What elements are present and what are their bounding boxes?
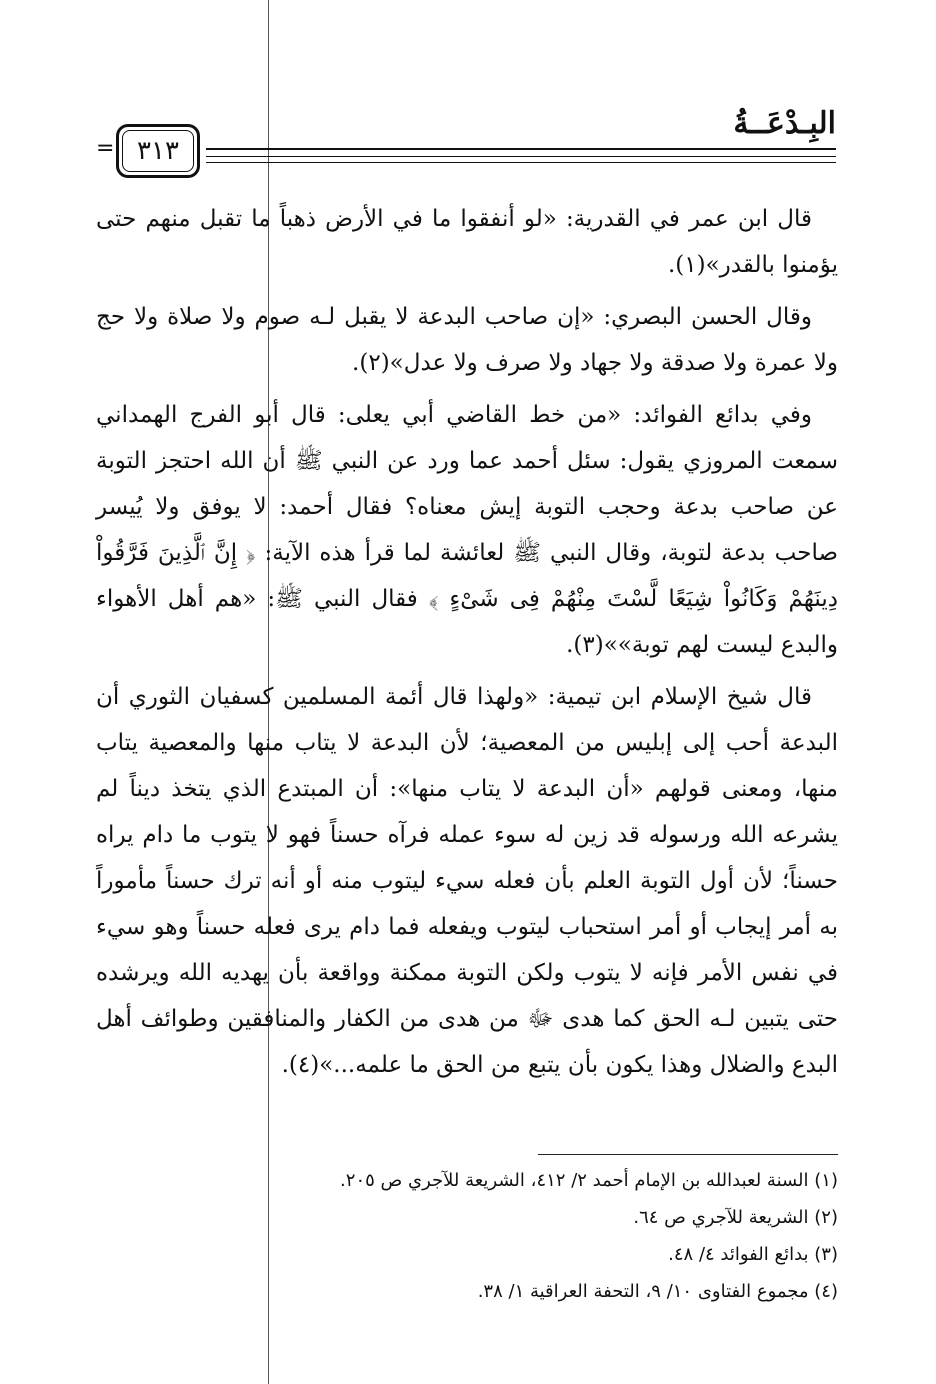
page-number-frame [116,124,200,178]
page-number: ٣١٣ [137,136,179,166]
header-rule [206,156,836,157]
footnote-separator [538,1154,838,1155]
paragraph-hasan-basri: وقال الحسن البصري: «إن صاحب البدعة لا يقبل لـه صوم ولا صلاة ولا حج ولا عمرة ولا صدقة ولا جهاد ولا صرف ولا عدل»(٢). [96,304,838,376]
page-header [96,104,836,184]
paragraph-ibn-umar: قال ابن عمر في القدرية: «لو أنفقوا ما في الأرض ذهباً ما تقبل منهم حتى يؤمنوا بالقدر»(١). [96,206,838,278]
header-rule [206,148,836,150]
chapter-title: البِـدْعَــةُ [733,106,836,141]
footnotes [98,1162,838,1310]
footnote-item: (٣) بدائع الفوائد ٤/ ٤٨. [668,1244,838,1265]
body-text [96,196,838,1094]
paragraph-ibn-taymiyyah: قال شيخ الإسلام ابن تيمية: «ولهذا قال أئمة المسلمين كسفيان الثوري أن البدعة أحب إلى إبليس من المعصية؛ لأن البدعة لا يتاب منها والمعصية يتاب منها، ومعنى قولهم «أن البدعة لا يتاب منها»: أن المبتدع الذي يتخذ ديناً لم يشرعه الله ورسوله قد زين له سوء عمله فرآه حسناً فهو لا يتوب ما دام يراه حسناً؛ لأن أول التوبة العلم بأن فعله سيء ليتوب منه أو أنه ترك حسناً مأموراً به أمر إيجاب أو أمر استحباب ليتوب ويفعله فما دام يرى فعله حسناً وهو سيء في نفس الأمر فإنه لا يتوب ولكن التوبة ممكنة وواقعة بأن يهديه الله ويرشده حتى يتبين لـه الحق كما هدى ﷻ من هدى من الكفار والمنافقين وطوائف أهل البدع والضلال وهذا يكون بأن يتبع من الحق ما علمه...»(٤). [96,684,838,1078]
paragraph-badai-fawaid: وفي بدائع الفوائد: «من خط القاضي أبي يعلى: قال أبو الفرج الهمداني سمعت المروزي يقول: سئل أحمد عما ورد عن النبي ﷺ أن الله احتجز التوبة عن صاحب بدعة وحجب التوبة إيش معناه؟ فقال أحمد: لا يوفق ولا يُيسر صاحب بدعة لتوبة، وقال النبي ﷺ لعائشة لما قرأ هذه الآية: ﴿ إِنَّ ٱلَّذِينَ فَرَّقُواْ دِينَهُمْ وَكَانُواْ شِيَعًا لَّسْتَ مِنْهُمْ فِى شَىْءٍ ﴾ فقال النبي ﷺ: «هم أهل الأهواء والبدع ليست لهم توبة»»(٣). [96,402,838,658]
header-mark: = [96,136,115,161]
footnote-item: (٢) الشريعة للآجري ص ٦٤. [633,1207,838,1228]
header-rule [206,162,836,163]
footnote-item: (١) السنة لعبدالله بن الإمام أحمد ٢/ ٤١٢، الشريعة للآجري ص ٢٠٥. [340,1170,838,1191]
footnote-item: (٤) مجموع الفتاوى ١٠/ ٩، التحفة العراقية ١/ ٣٨. [477,1281,838,1302]
